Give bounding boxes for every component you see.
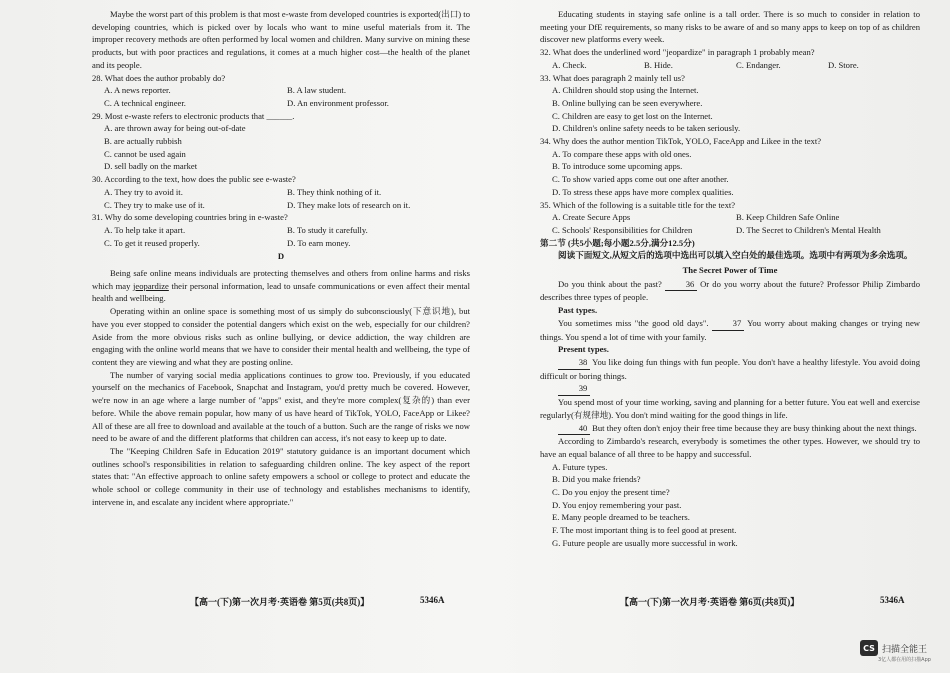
question-34-options bbox=[552, 148, 920, 199]
passage-d-paragraph-2: Operating within an online space is something most of us simply do subconsciously(下意识地), but have you ever stopped to consider the potential dangers which exist on the web, especially for our children? Aside from the more obvious risks such as online bullying, or device addiction, the way children are engaging with the online world means that we have to consider their mental health and wellbeing, the type of content they are viewing and what they are posting online. bbox=[92, 306, 470, 367]
gap-paragraph-1: Do you think about the past? 36 Or do you worry about the future? Professor Philip Zimbardo describes three types of people. bbox=[540, 278, 920, 303]
option: A. A news reporter. bbox=[104, 85, 171, 96]
option: D. You enjoy remembering your past. bbox=[552, 499, 682, 510]
question-34: 34. Why does the author mention TikTok, YOLO, FaceApp and Likee in the text? bbox=[540, 136, 822, 147]
page-footer-right: 【高一(下)第一次月考·英语卷 第6页(共8页)】 bbox=[620, 597, 800, 607]
option: B. Did you make friends? bbox=[552, 474, 641, 485]
gap-paragraph-2: You sometimes miss "the good old days". 37 You worry about making changes or trying new things. You spend a lot of time with your family. bbox=[540, 317, 920, 342]
blank-37: 37 bbox=[712, 317, 744, 331]
question-29-options bbox=[104, 122, 470, 173]
question-28: 28. What does the author probably do? bbox=[92, 72, 226, 83]
gap-paragraph-6: According to Zimbardo's research, everybody is sometimes the other types. However, we should try to have an equal balance of all three to be happy and successful. bbox=[540, 436, 920, 459]
question-29: 29. Most e-waste refers to electronic products that ______. bbox=[92, 110, 295, 121]
option: C. Do you enjoy the present time? bbox=[552, 487, 670, 498]
option: B. To introduce some upcoming apps. bbox=[552, 161, 683, 172]
option: D. To earn money. bbox=[287, 237, 351, 248]
blank-40: 40 bbox=[558, 422, 590, 436]
question-32: 32. What does the underlined word "jeopardize" in paragraph 1 probably mean? bbox=[540, 47, 815, 58]
option: B. A law student. bbox=[287, 85, 346, 96]
option: B. Hide. bbox=[644, 59, 673, 70]
paper-code-right: 5346A bbox=[880, 595, 905, 605]
option: D. An environment professor. bbox=[287, 97, 389, 108]
scanner-app-tagline: 3亿人都在用的扫描App bbox=[878, 657, 931, 663]
heading-past-types: Past types. bbox=[558, 305, 598, 316]
gap-paragraph-5: 40 But they often don't enjoy their free time because they are busy thinking about the next things. bbox=[540, 422, 920, 436]
question-31-options bbox=[104, 224, 470, 249]
option: D. To stress these apps have more complex qualities. bbox=[552, 186, 734, 197]
option: D. sell badly on the market bbox=[104, 161, 198, 172]
left-column bbox=[92, 8, 470, 508]
option: A. To compare these apps with old ones. bbox=[552, 148, 692, 159]
option: A. Check. bbox=[552, 59, 587, 70]
section-2-title: 第二节 (共5小题;每小题2.5分,满分12.5分) bbox=[540, 237, 695, 248]
option: B. They think nothing of it. bbox=[287, 186, 382, 197]
question-32-options bbox=[552, 59, 920, 72]
option: D. They make lots of research on it. bbox=[287, 199, 411, 210]
underlined-word: jeopardize bbox=[133, 280, 169, 291]
option: C. Schools' Responsibilities for Children bbox=[552, 224, 693, 235]
question-33: 33. What does paragraph 2 mainly tell us? bbox=[540, 72, 685, 83]
passage-d-paragraph-4: The "Keeping Children Safe in Education 2019" statutory guidance is an important document which outlines school's responsibilities in relation to safeguarding children online. The key aspect of the report states that: "An effective approach to online safety empowers a school or college to protect and educate the whole school or college community in their use of technology and establishes mechanisms to identify, intervene in, and escalate any incident where appropriate." bbox=[92, 445, 470, 507]
question-31: 31. Why do some developing countries bring in e-waste? bbox=[92, 212, 288, 223]
passage-d-paragraph-3: The number of varying social media applications continues to grow too. Previously, if you educated yourself on the mechanics of Facebook, Snapchat and Instagram, you'd pretty much be covered. However, we're now in an age where a large number of "apps" exist, and they're more complex(复杂的) than ever before. While the above remain popular, how many of us have heard of TikTok, YOLO, FaceApp or Likee? All of these are all free to download and available at the touch of a button. Such are the range of risks we now need to be aware of and the different platforms that children can access, it's not easy to keep up to date. bbox=[92, 369, 470, 444]
passage-c-ending: Maybe the worst part of this problem is that most e-waste from developed countries is exported(出口) to developing countries, which is picked over by locals who want to mine useful materials from it. The improper recovery methods are often performed by local women and children. Many survive on mining these products, but with poor practices and regulations, it comes at a much higher cost—the health of the planet and its people. bbox=[92, 9, 470, 70]
option: C. Children are easy to get lost on the Internet. bbox=[552, 110, 713, 121]
option: C. cannot be used again bbox=[104, 148, 186, 159]
option: A. To help take it apart. bbox=[104, 224, 186, 235]
section-2-instructions: 阅读下面短文,从短文后的选项中选出可以填入空白处的最佳选项。选项中有两项为多余选项。 bbox=[558, 250, 913, 261]
option: D. Store. bbox=[828, 59, 859, 70]
option: D. The Secret to Children's Mental Health bbox=[736, 224, 881, 235]
gap-fill-options bbox=[552, 461, 920, 550]
option: A. are thrown away for being out-of-date bbox=[104, 123, 246, 134]
option: C. Endanger. bbox=[736, 59, 781, 70]
gap-paragraph-3: 38 You like doing fun things with fun people. You don't have a healthy lifestyle. You avoid doing difficult or boring things. bbox=[540, 356, 920, 381]
paper-code-left: 5346A bbox=[420, 595, 445, 605]
blank-36: 36 bbox=[665, 278, 697, 292]
option: A. Children should stop using the Internet. bbox=[552, 85, 699, 96]
option: A. They try to avoid it. bbox=[104, 186, 183, 197]
camscanner-logo-icon: CS bbox=[860, 640, 878, 656]
option: D. Children's online safety needs to be taken seriously. bbox=[552, 123, 741, 134]
option: C. A technical engineer. bbox=[104, 97, 186, 108]
option: B. To study it carefully. bbox=[287, 224, 368, 235]
question-28-options bbox=[104, 84, 470, 109]
right-column bbox=[540, 8, 920, 550]
option: C. To show varied apps come out one after another. bbox=[552, 174, 729, 185]
question-35-options bbox=[552, 211, 920, 236]
blank-38: 38 bbox=[558, 356, 590, 370]
question-30-options bbox=[104, 186, 470, 211]
option: G. Future people are usually more successful in work. bbox=[552, 537, 738, 548]
passage-d-paragraph-5: Educating students in staying safe online is a tall order. There is so much to consider in relation to meeting your DfE requirements, so many risks to be aware of and so many apps to keep on top of as children discover new platforms every week. bbox=[540, 9, 920, 45]
passage-title: The Secret Power of Time bbox=[682, 265, 778, 276]
option: B. are actually rubbish bbox=[104, 136, 182, 147]
page-footer-left: 【高一(下)第一次月考·英语卷 第5页(共8页)】 bbox=[190, 597, 370, 607]
question-30: 30. According to the text, how does the public see e-waste? bbox=[92, 174, 296, 185]
option: F. The most important thing is to feel good at present. bbox=[552, 525, 737, 536]
option: B. Online bullying can be seen everywhere. bbox=[552, 97, 703, 108]
option: A. Create Secure Apps bbox=[552, 212, 631, 223]
scanner-app-name: 扫描全能王 bbox=[882, 644, 928, 655]
gap-heading-39 bbox=[540, 382, 920, 396]
option: A. Future types. bbox=[552, 461, 608, 472]
option: C. They try to make use of it. bbox=[104, 199, 205, 210]
question-35: 35. Which of the following is a suitable title for the text? bbox=[540, 199, 736, 210]
passage-d-paragraph-1: Being safe online means individuals are protecting themselves and others from online harms and risks which may jeopardize their personal information, lead to unsafe communications or even affect their mental health and wellbeing. bbox=[92, 268, 470, 304]
blank-39: 39 bbox=[558, 382, 590, 396]
option: C. To get it reused properly. bbox=[104, 237, 200, 248]
section-d-heading: D bbox=[277, 251, 285, 262]
option: B. Keep Children Safe Online bbox=[736, 212, 840, 223]
question-33-options bbox=[552, 84, 920, 135]
gap-paragraph-4: You spend most of your time working, saving and planning for a better future. You eat well and exercise regularly(有规律地). You don't mind waiting for the good things in life. bbox=[540, 397, 920, 420]
heading-present-types: Present types. bbox=[558, 344, 609, 355]
scanner-watermark bbox=[860, 640, 927, 656]
option: E. Many people dreamed to be teachers. bbox=[552, 512, 690, 523]
